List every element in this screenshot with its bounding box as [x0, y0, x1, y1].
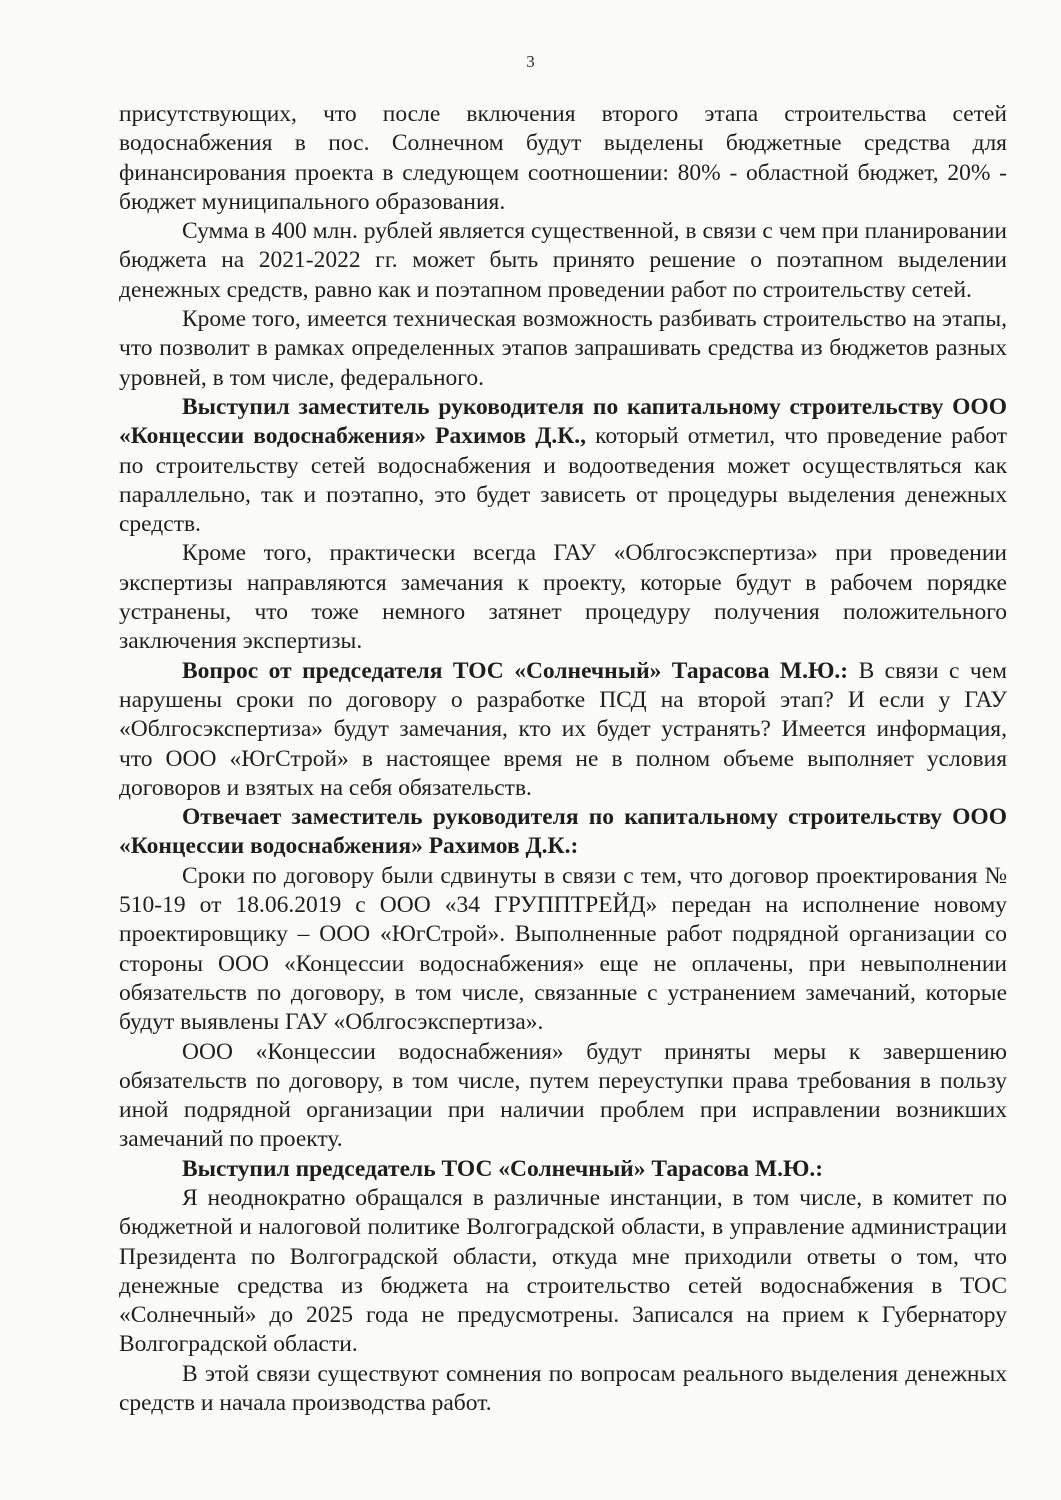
document-body — [119, 100, 1007, 1418]
page-number: 3 — [526, 52, 535, 71]
speaker-heading: Выступил председатель ТОС «Солнечный» Тарасова М.Ю.: — [182, 1155, 824, 1182]
paragraph: присутствующих, что после включения второго этапа строительства сетей водоснабжения в пос. Солнечном будут выделены бюджетные средства для финансирования проекта в следующем соотношении: 80% - областной бюджет, 20% - бюджет муниципального образования. — [119, 101, 1007, 215]
paragraph: ООО «Концессии водоснабжения» будут приняты меры к завершению обязательств по договору, в том числе, путем переуступки права требования в пользу иной подрядной организации при наличии проблем при исправлении возникших замечаний по проекту. — [119, 1038, 1007, 1153]
speaker-heading: Выступил заместитель руководителя по капитальному строительству ООО «Концессии водоснабжения» Рахимов Д.К., — [119, 393, 1007, 450]
speaker-heading: Вопрос от председателя ТОС «Солнечный» Тарасова М.Ю.: — [182, 657, 849, 684]
paragraph: Выступил заместитель руководителя по капитальному строительству ООО «Концессии водоснабжения» Рахимов Д.К., который отметил, что проведение работ по строительству сетей водоснабжения и водоотведения может осуществляться как параллельно, так и поэтапно, это будет зависеть от процедуры выделения денежных средств. — [119, 393, 1007, 538]
paragraph: Я неоднократно обращался в различные инстанции, в том числе, в комитет по бюджетной и налоговой политике Волгоградской области, в управление администрации Президента по Волгоградской области, откуда мне приходили ответы о том, что денежные средства из бюджета на строительство сетей водоснабжения в ТОС «Солнечный» до 2025 года не предусмотрены. Записался на прием к Губернатору Волгоградской области. — [119, 1184, 1007, 1358]
paragraph: Сроки по договору были сдвинуты в связи с тем, что договор проектирования № 510-19 от 18.06.2019 с ООО «34 ГРУППТРЕЙД» передан на исполнение новому проектировщику – ООО «ЮгСтрой». Выполненные работ подрядной организации со стороны ООО «Концессии водоснабжения» еще не оплачены, при невыполнении обязательств по договору, в том числе, связанные с устранением замечаний, которые будут выявлены ГАУ «Облгосэкспертиза». — [119, 862, 1007, 1036]
paragraph: Кроме того, практически всегда ГАУ «Облгосэкспертиза» при проведении экспертизы направляются замечания к проекту, которые будут в рабочем порядке устранены, что тоже немного затянет процедуру получения положительного заключения экспертизы. — [119, 540, 1007, 655]
paragraph: Вопрос от председателя ТОС «Солнечный» Тарасова М.Ю.: В связи с чем нарушены сроки по договору о разработке ПСД на второй этап? И если у ГАУ «Облгосэкспертиза» будут замечания, кто их будет устранять? Имеется информация, что ООО «ЮгСтрой» в настоящее время не в полном объеме выполняет условия договоров и взятых на себя обязательств. — [119, 657, 1007, 801]
paragraph: Кроме того, имеется техническая возможность разбивать строительство на этапы, что позволит в рамках определенных этапов запрашивать средства из бюджетов разных уровней, в том числе, федерального. — [119, 306, 1007, 391]
paragraph: Сумма в 400 млн. рублей является существенной, в связи с чем при планировании бюджета на 2021-2022 гг. может быть принято решение о поэтапном выделении денежных средств, равно как и поэтапном проведении работ по строительству сетей. — [119, 218, 1007, 303]
paragraph: В этой связи существуют сомнения по вопросам реального выделения денежных средств и начала производства работ. — [119, 1360, 1007, 1417]
paragraph — [119, 1155, 1007, 1184]
speaker-heading: Отвечает заместитель руководителя по капитальному строительству ООО «Концессии водоснабжения» Рахимов Д.К.: — [119, 804, 1007, 860]
paragraph — [119, 803, 1007, 862]
